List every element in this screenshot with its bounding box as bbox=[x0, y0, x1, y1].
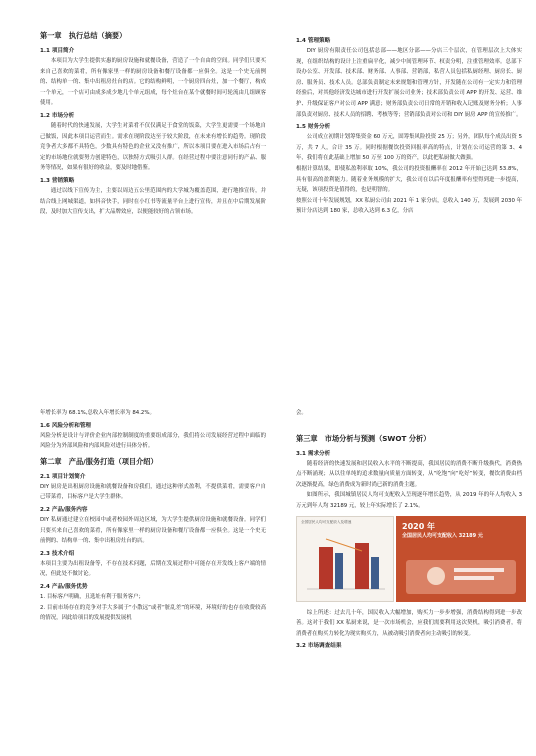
poster-illustration bbox=[396, 550, 526, 600]
paragraph: 综上所述：过去几十年，国民收入大幅增加，购买力一步步增强，消费结构得到进一步改善。这对于我们 XX 私厨来说，是一次市场机会，应我们需要利用这次契机，吸引消费者，将消费者在购买力转化为现实购买力，从被动吸引消费者向主动吸引的转变。 bbox=[296, 609, 522, 637]
chapter-title: 第一章 执行总结（摘要） bbox=[40, 31, 127, 40]
paragraph: 通过以线下宣传为主，主要以周边五公里范围内的大学城为覆盖范围，进行地推宣传，并结合线上网城渠道，如抖音快手，同时在小红书等流量平台上进行宣传，并且在中后期发展阶段，及时加大宣传支出，扩大品牌效应，以便能较好的占领市场。 bbox=[40, 187, 266, 216]
section-heading: 1.1 项目简介 bbox=[40, 48, 75, 54]
income-chart bbox=[296, 516, 394, 602]
bar bbox=[371, 557, 379, 589]
bar bbox=[335, 553, 343, 589]
poster-headline: 全国居民人均可支配收入 32189 元 bbox=[402, 532, 483, 539]
chapter-title: 第二章 产品/服务打造（项目介绍） bbox=[40, 456, 158, 466]
paragraph: 本项目为大学生提供实惠的厨房设施和就餐设备，营造了一个自由的空间。同学们只要买来自己喜欢的菜肴，所有像家里一样的厨房设备和餐厅设备都一应俱全。这是一个史无前例的、结构单一的、集中出租房灶台的店。它的结构鲜明，一个厨房四台灶，加一个餐厅，构成一个单元，一个店可由成多成少地几个单元组成，每个灶台在某个就餐时间可轮流由几组顾客使用。 bbox=[40, 58, 266, 107]
paragraph: 公司成立初期计划筹集资金 60 万元，固筹集风险投资 25 万；另外，团队每个成员出资 5 万，共 7 人，合计 35 万。同时根据餐饮投资回报率高的特点，计划在公司运营的第 3、4 年，我们将在此基础上增加 50 万至 100 万的资产，以此把私厨做大做强。 bbox=[296, 134, 522, 162]
section-heading: 3.1 需求分析 bbox=[296, 450, 331, 457]
paragraph: 按照公司十年发展规划，XX 私厨公司由 2021 年 1 家分店，总收入 140 万，发展到 2030 年预计分店达到 180 家，总收入达到 6.3 亿，分店 bbox=[296, 197, 522, 215]
paragraph: 如图所示，我国城镇居民人均可支配收入呈现逐年增长趋势，从 2019 年的年人均收入 3 万元到年人均 32189 元，较上年实际增长了 2.1%。 bbox=[296, 492, 522, 509]
figure bbox=[296, 516, 522, 608]
section-heading: 2.1 项目计划简介 bbox=[40, 473, 86, 480]
paragraph: 随着时代的快速发展，大学生对菜肴不仅仅满足于食堂的饭菜，大学生更需要一个场地自己做饭，因此本项目运营而生。需求在现阶段达至于较大阶段，在未来有增长的趋势。现阶段竞争者大多都不具特色，少数具有特色的企业又没有推广，所以本项目要在进入市场后占有一定的市场地位就要努力创建特色，以独特方式吸引人群。在经营过程中要注意同行的产品、服务等情况，如果有很好的收益，要及时地借鉴。 bbox=[40, 122, 266, 172]
bottom-right-column bbox=[296, 408, 522, 651]
section-heading: 1.3 营销策略 bbox=[40, 177, 75, 184]
chapter-title: 第三章 市场分析与预测（SWOT 分析） bbox=[296, 433, 431, 443]
list-item: 1. 目标客户明确，且选址有利于服务客户； bbox=[40, 593, 144, 600]
section-heading: 1.6 风险分析和管理 bbox=[40, 422, 92, 429]
section-heading: 1.2 市场分析 bbox=[40, 112, 75, 119]
chart-graphic bbox=[297, 517, 393, 601]
section-heading: 3.2 市场调查结果 bbox=[296, 643, 342, 650]
section-heading: 2.2 产品/服务内容 bbox=[40, 506, 88, 513]
section-heading: 2.4 产品/服务优势 bbox=[40, 583, 88, 590]
list-item: 2. 目前市场存在的竞争对手大多属于“小散远”或者“脏乱差”的环境，环境好的也存在收费较高的情况，因此给项目的发展提供发展机 bbox=[40, 604, 266, 622]
section-heading: 1.4 管理策略 bbox=[296, 38, 331, 44]
paragraph: 风险分析是设计与评价企业内部控制制度的重要组成部分，我们将公司发展经营过程中面临的风险分为外部风险和内部风险对进行具体分析。 bbox=[40, 432, 266, 450]
top-left-column bbox=[40, 30, 266, 218]
chart-title: 全国居民人均可支配收入及增速 bbox=[301, 519, 352, 524]
paragraph: DIY 私厨通过建立在校园中或者校园外周边区域，为大学生提供厨房设施和就餐设备。同学们只要买来自己喜欢的菜肴，所有像家里一样的厨房设备和餐厅设备都一应俱全。这是一个史无前例的、结构单一的、集中出租房灶台的店。 bbox=[40, 516, 266, 545]
paragraph: 年增长率为 68.1%,总收入年增长率为 84.2%。 bbox=[40, 410, 155, 416]
paragraph: DIY 厨房有限责任公司包括总部——地区分部——分店三个层次，在管理层次上大体实现，在组织结构的设计上注重扁平化，减少中间管理环节、权责分明，注重管理效率。总部下设办公室、开发部、技术部、财务部、人事部、营销部，私营人员包括私厨经理、厨房长、厨房、服务员、技术人员。总部负责制定末来规划和管理方针，开发随在公司有一定实力和管理经验后，对其他经济发达城市进行开发扩展公司业务；技术部负责公司 APP 的开发、运营、维护、升级保证客户对公司 APP 满意；财务部负责公司日常的开销和收入记账及财务分析；人事部负责对厨房、技术人员的招聘、考核等等；营销部负责对公司和 DIY 厨房 APP 的宣传推广。 bbox=[296, 48, 522, 118]
bottom-left-column bbox=[40, 408, 266, 624]
income-poster bbox=[396, 516, 526, 602]
poster-year: 2020 年 bbox=[402, 521, 436, 531]
bar bbox=[355, 543, 369, 589]
paragraph: DIY 厨房是出租厨房设施和就餐设备和房我们，通过这种形式盈利，不提供菜肴，需要客户自己带菜肴，目标客户是大学生群体。 bbox=[40, 483, 266, 501]
bar bbox=[319, 547, 333, 589]
section-heading: 1.5 财务分析 bbox=[296, 124, 331, 131]
paragraph: 本项目主要为出租设备等，不存在技术问题，后期在发展过程中可能存在开发线上客户端的情况，但此处不做讨论。 bbox=[40, 560, 266, 578]
paragraph: 根据计算结果，即使私盈利率取 10%，我公司的投资报酬率在 2012 年开始已达到 53.8%，具有很高的盈利能力。随着业务规模的扩大，我公司在以后年度报酬率有望得到进一步提高，无疑，该项投资是值得的，也是明智的。 bbox=[296, 165, 522, 194]
top-right-column bbox=[296, 34, 522, 217]
paragraph: 随着经济的快速发展和居民收入水平的不断提高，我国居民的消费不断升级换代，消费热点不断涌现；从以往单纯的追求数量向质量方面转变，从“吃饱”向“吃好”转变，餐饮消费由档次逐渐提高，绿色消费成为新时尚已新的消费主题。 bbox=[296, 460, 522, 488]
paragraph: 会。 bbox=[296, 410, 307, 416]
section-heading: 2.3 技术介绍 bbox=[40, 550, 75, 557]
